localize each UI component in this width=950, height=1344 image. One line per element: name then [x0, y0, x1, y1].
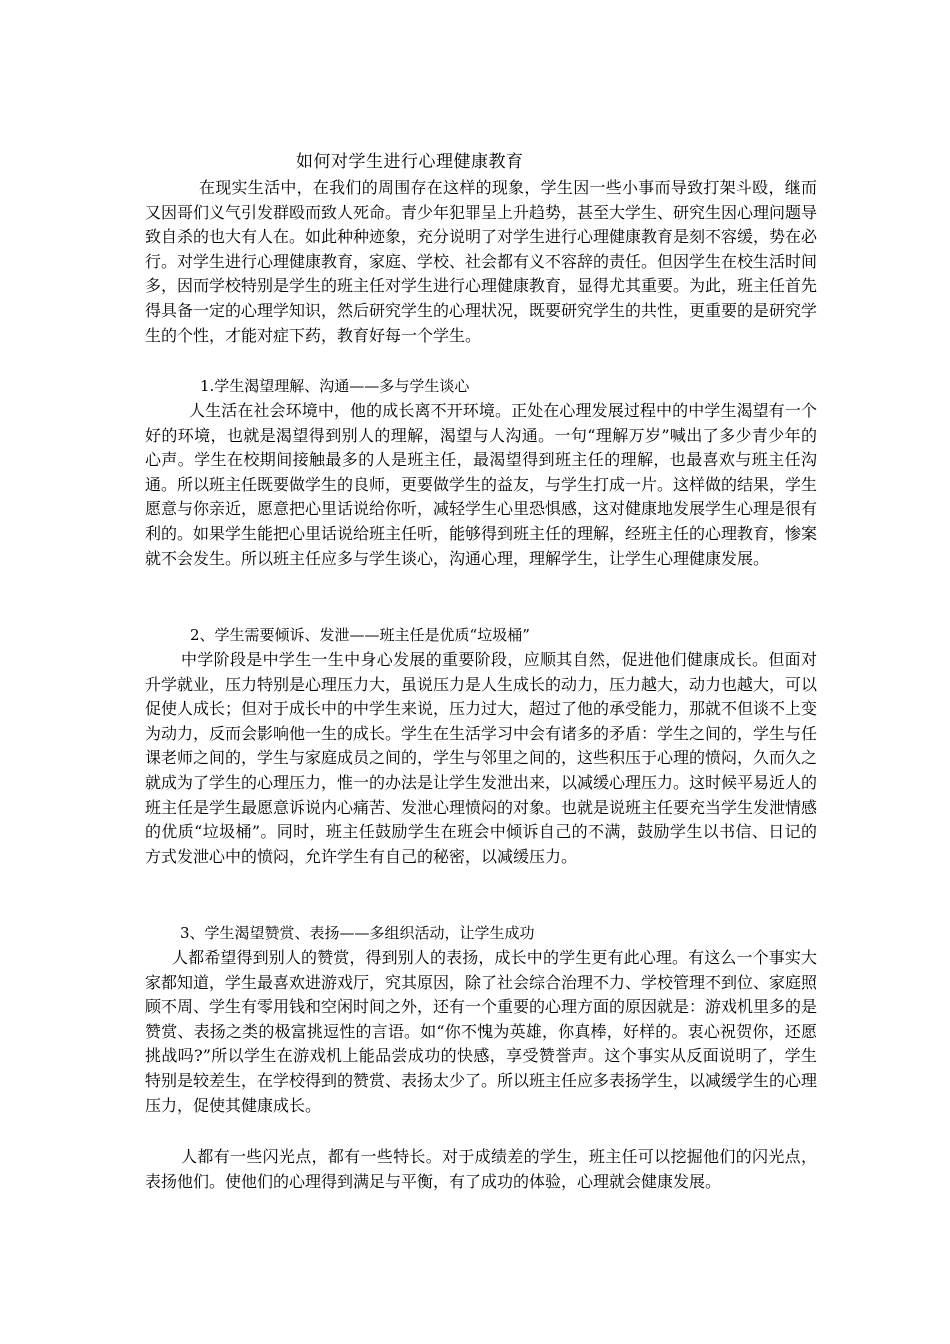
section-heading-1: 1.学生渴望理解、沟通——多与学生谈心: [200, 377, 470, 395]
document-title: 如何对学生进行心理健康教育: [296, 152, 524, 172]
section-heading-2: 2、学生需要倾诉、发泄——班主任是优质“垃圾桶”: [190, 626, 530, 644]
section-body-1: 人生活在社会环境中，他的成长离不开环境。正处在心理发展过程中的中学生渴望有一个好的环境，也就是渴望得到别人的理解，渴望与人沟通。一句“理解万岁”喊出了多少青少年的心声。学生在校期间接触最多的人是班主任，最渴望得到班主任的理解，也最喜欢与班主任沟通。所以班主任既要做学生的良师，更要做学生的益友，与学生打成一片。这样做的结果，学生愿意与你亲近，愿意把心里话说给你听，减轻学生心里恐惧感，这对健康地发展学生心理是很有利的。如果学生能把心里话说给班主任听，能够得到班主任的理解，经班主任的心理教育，惨案就不会发生。所以班主任应多与学生谈心，沟通心理，理解学生，让学生心理健康发展。: [145, 401, 818, 568]
section-heading-3: 3、学生渴望赞赏、表扬——多组织活动，让学生成功: [180, 924, 535, 942]
intro-paragraph: 在现实生活中，在我们的周围存在这样的现象，学生因一些小事而导致打架斗殴，继而又因哥们义气引发群殴而致人死命。青少年犯罪呈上升趋势，甚至大学生、研究生因心理问题导致自杀的也大有人在。如此种种迹象，充分说明了对学生进行心理健康教育是刻不容缓，势在必行。对学生进行心理健康教育，家庭、学校、社会都有义不容辞的责任。但因学生在校生活时间多，因而学校特别是学生的班主任对学生进行心理健康教育，显得尤其重要。为此，班主任首先得具备一定的心理学知识，然后研究学生的心理状况，既要研究学生的共性，更重要的是研究学生的个性，才能对症下药，教育好每一个学生。: [145, 178, 818, 345]
section-body-3: 人都希望得到别人的赞赏，得到别人的表扬，成长中的学生更有此心理。有这么一个事实大家都知道，学生最喜欢进游戏厅，究其原因，除了社会综合治理不力、学校管理不到位、家庭照顾不周、学生有零用钱和空闲时间之外，还有一个重要的心理方面的原因就是：游戏机里多的是赞赏、表扬之类的极富挑逗性的言语。如“你不愧为英雄，你真棒，好样的。衷心祝贺你，还愿挑战吗?”所以学生在游戏机上能品尝成功的快感，享受赞誉声。这个事实从反面说明了，学生特别是较差生，在学校得到的赞赏、表扬太少了。所以班主任应多表扬学生，以减缓学生的心理压力，促使其健康成长。: [145, 948, 818, 1115]
closing-paragraph: 人都有一些闪光点，都有一些特长。对于成绩差的学生，班主任可以挖掘他们的闪光点，表扬他们。使他们的心理得到满足与平衡，有了成功的体验，心理就会健康发展。: [145, 1147, 817, 1191]
section-body-2: 中学阶段是中学生一生中身心发展的重要阶段，应顺其自然，促进他们健康成长。但面对升学就业，压力特别是心理压力大，虽说压力是人生成长的动力，压力越大，动力也越大，可以促使人成长；但对于成长中的中学生来说，压力过大，超过了他的承受能力，那就不但谈不上变为动力，反而会影响他一生的成长。学生在生活学习中会有诸多的矛盾：学生之间的，学生与任课老师之间的，学生与家庭成员之间的，学生与邻里之间的，这些积压于心理的愤闷，久而久之就成为了学生的心理压力，惟一的办法是让学生发泄出来，以减缓心理压力。这时候平易近人的班主任是学生最愿意诉说内心痛苦、发泄心理愤闷的对象。也就是说班主任要充当学生发泄情感的优质“垃圾桶”。同时，班主任鼓励学生在班会中倾诉自己的不满，鼓励学生以书信、日记的方式发泄心中的愤闷，允许学生有自己的秘密，以减缓压力。: [145, 650, 818, 866]
